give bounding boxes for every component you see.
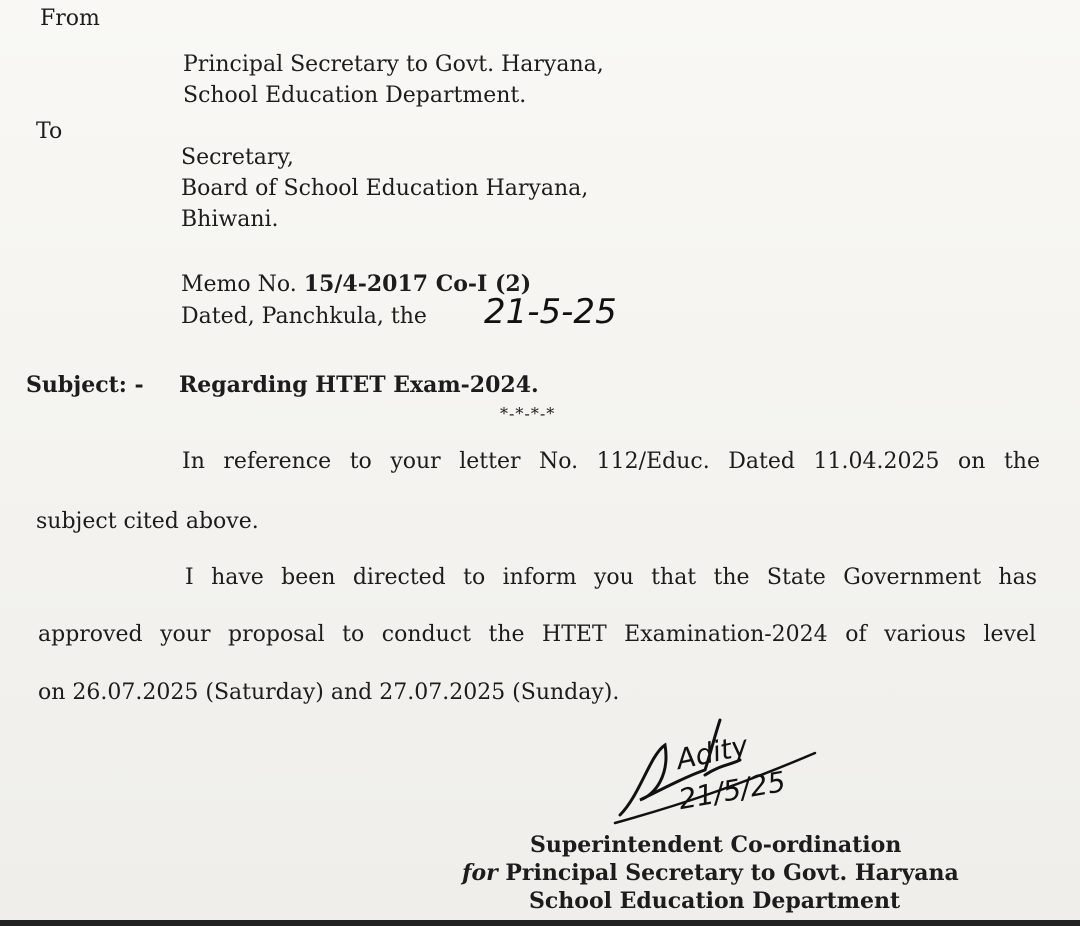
signatory-for-line	[462, 860, 959, 886]
subject-text: Regarding HTET Exam-2024.	[179, 372, 539, 398]
to-line-3: Bhiwani.	[181, 207, 279, 232]
to-line-2: Board of School Education Haryana,	[181, 176, 589, 201]
signatory-designation: Superintendent Co-ordination	[530, 832, 902, 858]
bottom-edge	[0, 920, 1080, 926]
para1-line2: subject cited above.	[36, 509, 259, 534]
from-label: From	[40, 6, 100, 31]
para2-line3: on 26.07.2025 (Saturday) and 27.07.2025 (Sunday).	[38, 680, 620, 705]
from-line-2: School Education Department.	[183, 83, 527, 108]
for-word: for	[462, 860, 498, 886]
para2-line2: approved your proposal to conduct the HTET Examination-2024 of various level	[38, 622, 1036, 647]
memo-line	[181, 271, 531, 298]
subject-label: Subject: -	[26, 372, 144, 398]
signatory-department: School Education Department	[529, 888, 901, 914]
dated-label: Dated, Panchkula, the	[181, 304, 427, 329]
signature-date: 21/5/25	[675, 764, 788, 817]
subject-separator: *-*-*-*	[500, 404, 556, 423]
to-label: To	[36, 119, 63, 144]
from-line-1: Principal Secretary to Govt. Haryana,	[183, 52, 604, 77]
memo-number: 15/4-2017 Co-I (2)	[303, 271, 532, 297]
para1-line1: In reference to your letter No. 112/Educ. Dated 11.04.2025 on the	[182, 449, 1040, 474]
para2-line1: I have been directed to inform you that the State Government has	[185, 565, 1037, 590]
to-line-1: Secretary,	[181, 145, 294, 170]
signature-name: Adity	[673, 728, 751, 777]
for-line-text: Principal Secretary to Govt. Haryana	[497, 860, 959, 886]
handwritten-date: 21-5-25	[484, 292, 617, 332]
memo-prefix: Memo No.	[181, 272, 304, 297]
